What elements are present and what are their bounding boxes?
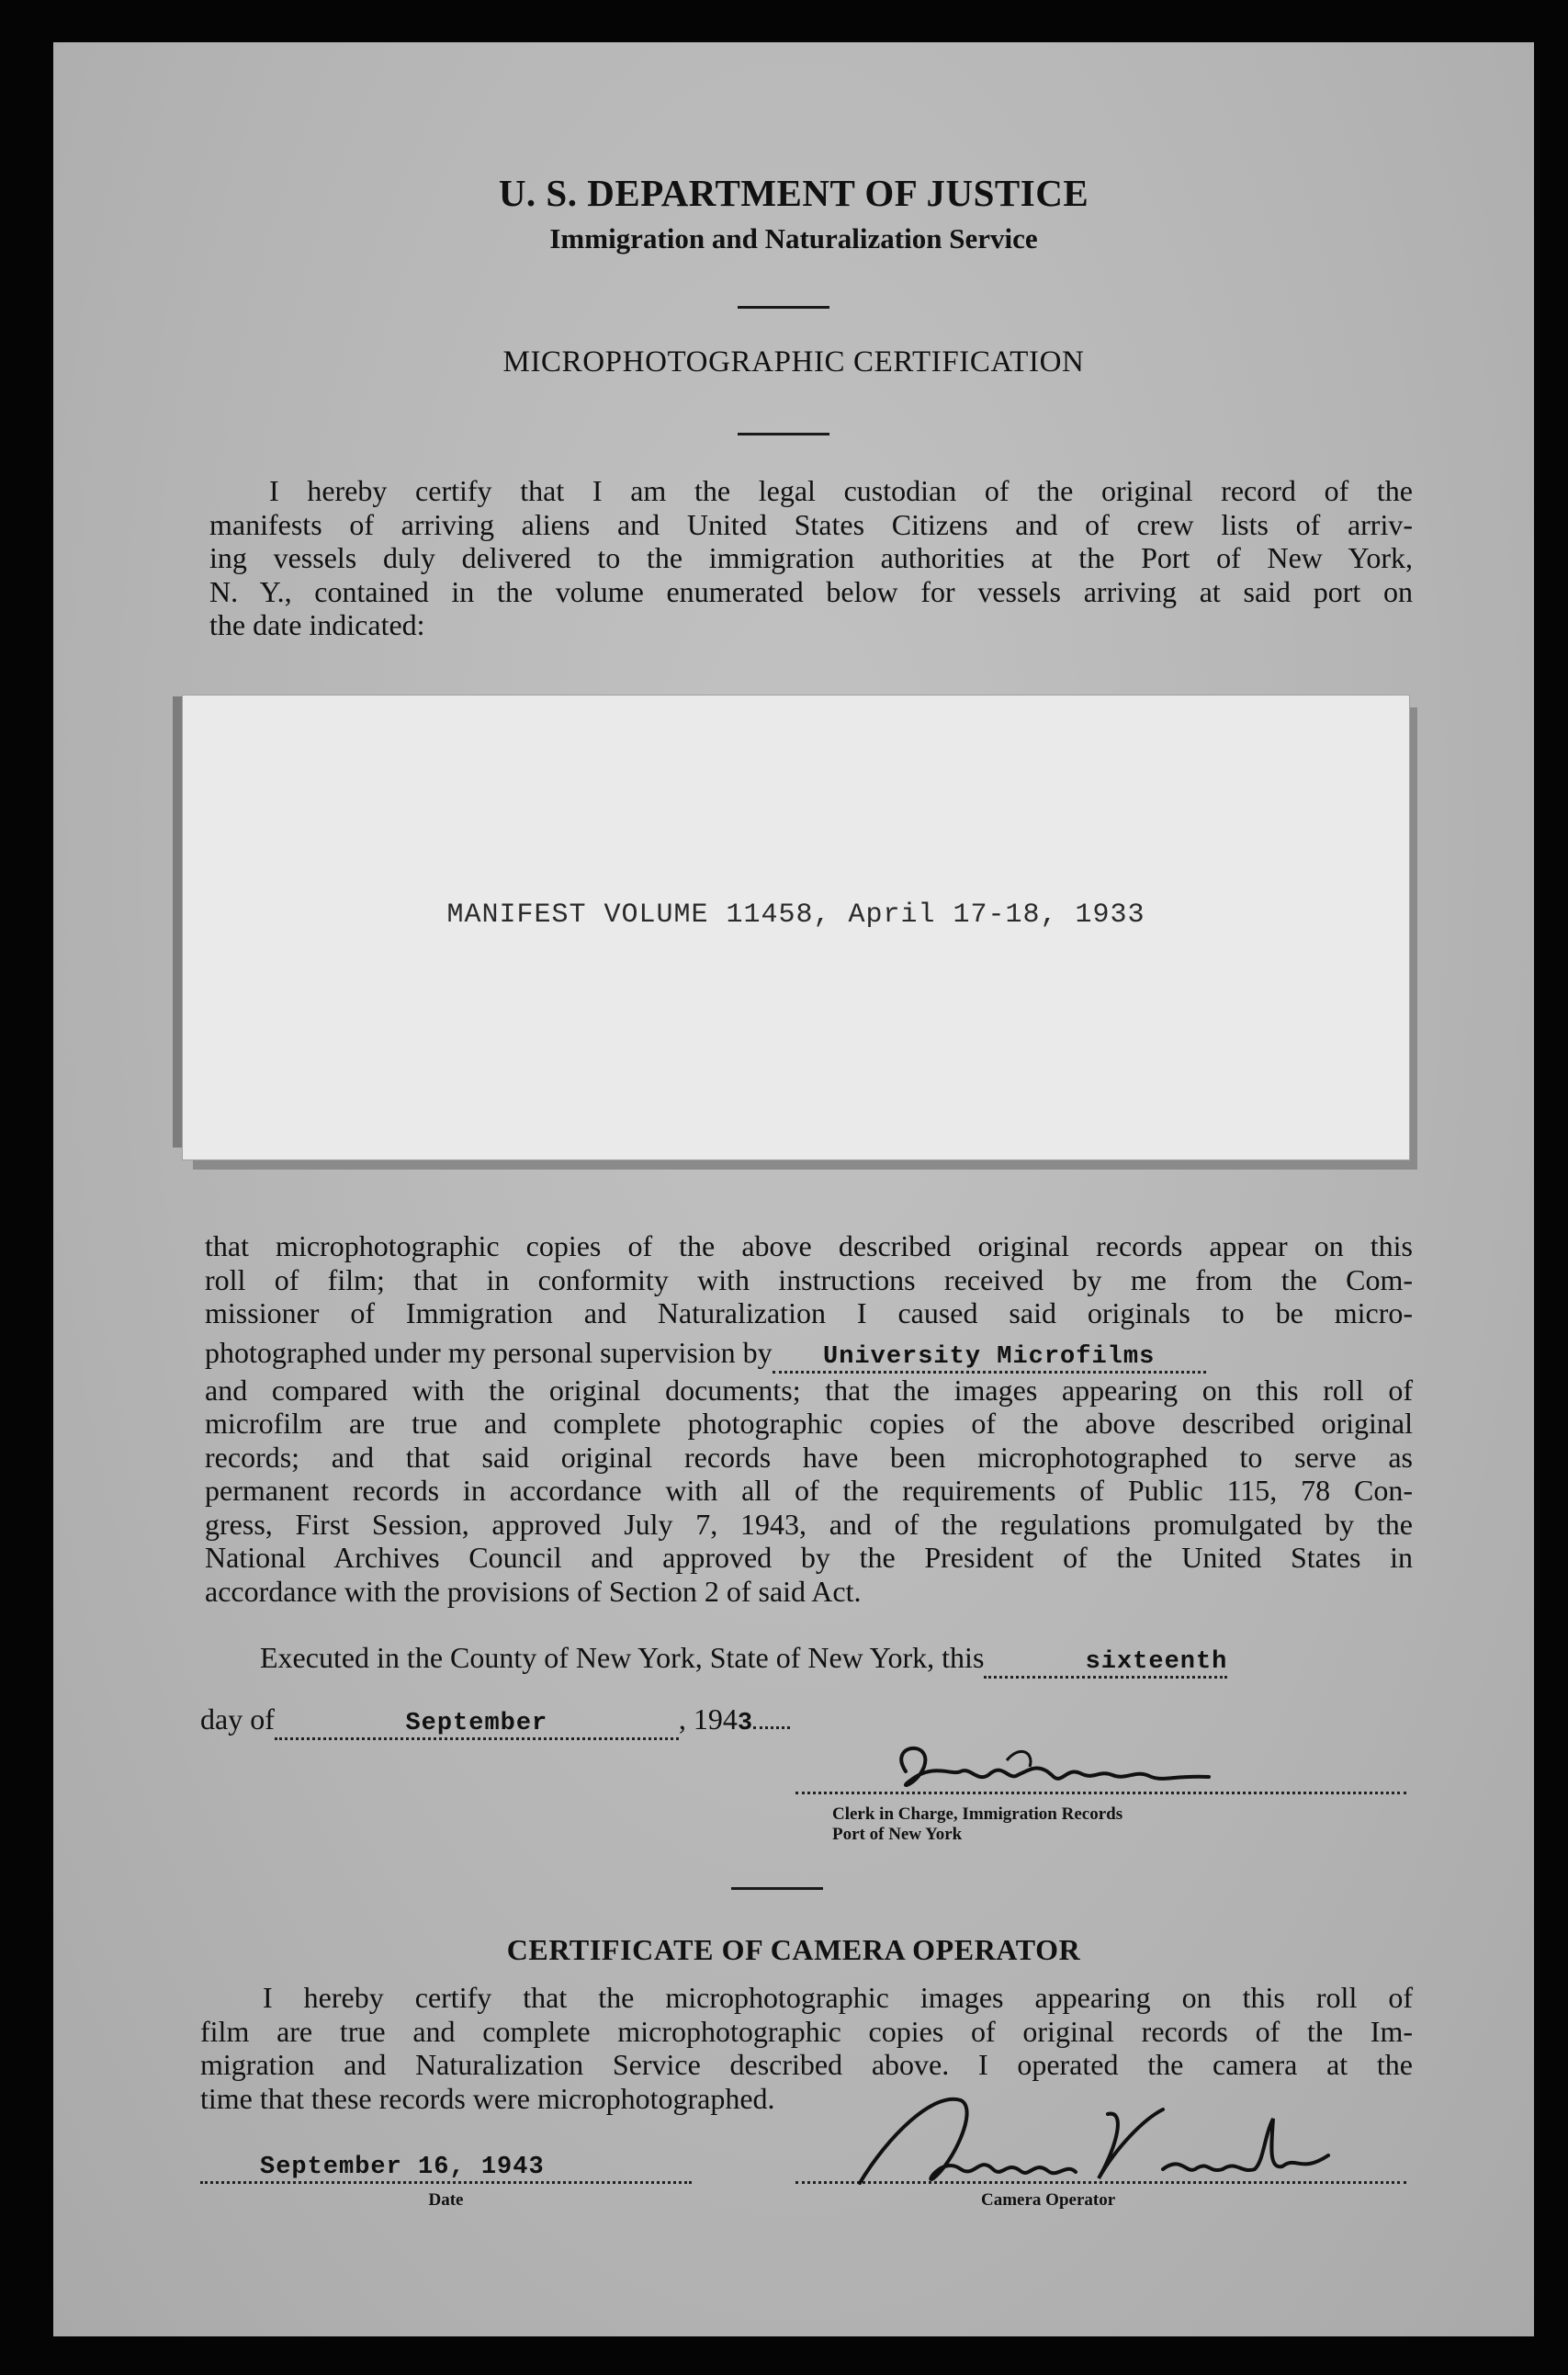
divider: [738, 306, 829, 309]
paragraph-line: that microphotographic copies of the above described original records appear on this: [205, 1229, 1413, 1262]
certification-title: MICROPHOTOGRAPHIC CERTIFICATION: [502, 345, 1085, 379]
paragraph-line: manifests of arriving aliens and United States Citizens and of crew lists of arriv-: [209, 507, 1413, 541]
executed-label: Executed in the County of New York, State of New York, this: [260, 1641, 985, 1674]
paragraph-line: ing vessels duly delivered to the immigration authorities at the Port of New York,: [209, 541, 1413, 574]
paragraph-line: and compared with the original documents; that the images appearing on this roll of: [205, 1373, 1413, 1407]
date-value: September 16, 1943: [260, 2154, 545, 2181]
service-subheading: Immigration and Naturalization Service: [549, 222, 1038, 254]
paragraph-line: roll of film; that in conformity with instructions received by me from the Com-: [205, 1262, 1413, 1296]
body-paragraph: [205, 1229, 1413, 1608]
paragraph-line: time that these records were microphotographed.: [200, 2081, 775, 2115]
paragraph-line: I hereby certify that the microphotographic images appearing on this roll of: [263, 1981, 1413, 2014]
operator-signature-line: [795, 2146, 1406, 2184]
paragraph-line: film are true and complete microphotographic copies of original records of the Im-: [200, 2014, 1413, 2048]
month-field: [275, 1702, 679, 1740]
supervision-field: [773, 1336, 1206, 1374]
manifest-volume-text: MANIFEST VOLUME 11458, April 17-18, 1933: [446, 899, 1145, 931]
clerk-title-line: Clerk in Charge, Immigration Records: [832, 1804, 1123, 1824]
supervision-line: [205, 1336, 1413, 1374]
certificate-sheet: [53, 42, 1534, 2336]
divider: [731, 1887, 823, 1890]
month-value: September: [405, 1710, 548, 1737]
clerk-title: [832, 1804, 1122, 1845]
divider: [738, 433, 829, 435]
supervision-label: photographed under my personal supervision by: [205, 1335, 773, 1369]
paragraph-line: records; and that said original records have been microphotographed to serve as: [205, 1440, 1413, 1474]
day-of-label: day of: [200, 1702, 275, 1736]
intro-paragraph: [209, 474, 1413, 642]
paragraph-line: permanent records in accordance with all of the requirements of Public 115, 78 Con-: [205, 1474, 1413, 1507]
paragraph-line: accordance with the provisions of Section 2 of said Act.: [205, 1574, 862, 1608]
day-value: sixteenth: [1085, 1648, 1228, 1676]
operator-label: Camera Operator: [981, 2190, 1116, 2210]
department-heading: U. S. DEPARTMENT OF JUSTICE: [498, 172, 1089, 214]
year-field: [753, 1726, 790, 1729]
operator-heading: CERTIFICATE OF CAMERA OPERATOR: [506, 1933, 1081, 1966]
executed-line: [260, 1641, 1227, 1679]
operator-signature: [832, 2082, 1347, 2201]
manifest-volume-card: [182, 695, 1410, 1160]
paragraph-line: I hereby certify that I am the legal custodian of the original record of the: [269, 474, 1413, 507]
clerk-title-line: Port of New York: [832, 1825, 963, 1844]
paragraph-line: gress, First Session, approved July 7, 1943, and of the regulations promulgated by the: [205, 1507, 1413, 1541]
paragraph-line: migration and Naturalization Service described above. I operated the camera at the: [200, 2048, 1413, 2081]
clerk-signature: [869, 1735, 1292, 1799]
year-label: , 194: [678, 1702, 738, 1736]
day-field: [984, 1641, 1227, 1679]
clerk-signature-line: [795, 1744, 1406, 1794]
year-value: 3: [737, 1710, 754, 1737]
paragraph-line: N. Y., contained in the volume enumerated below for vessels arriving at said port on: [209, 574, 1413, 608]
date-label: Date: [428, 2190, 464, 2210]
paragraph-line: missioner of Immigration and Naturalization I caused said originals to be micro-: [205, 1296, 1413, 1329]
paragraph-line: the date indicated:: [209, 608, 425, 641]
date-field: [200, 2146, 692, 2184]
date-line: [200, 1702, 790, 1740]
paragraph-line: National Archives Council and approved by the President of the United States in: [205, 1541, 1413, 1574]
supervision-value: University Microfilms: [823, 1342, 1156, 1371]
paragraph-line: microfilm are true and complete photographic copies of the above described original: [205, 1407, 1413, 1440]
